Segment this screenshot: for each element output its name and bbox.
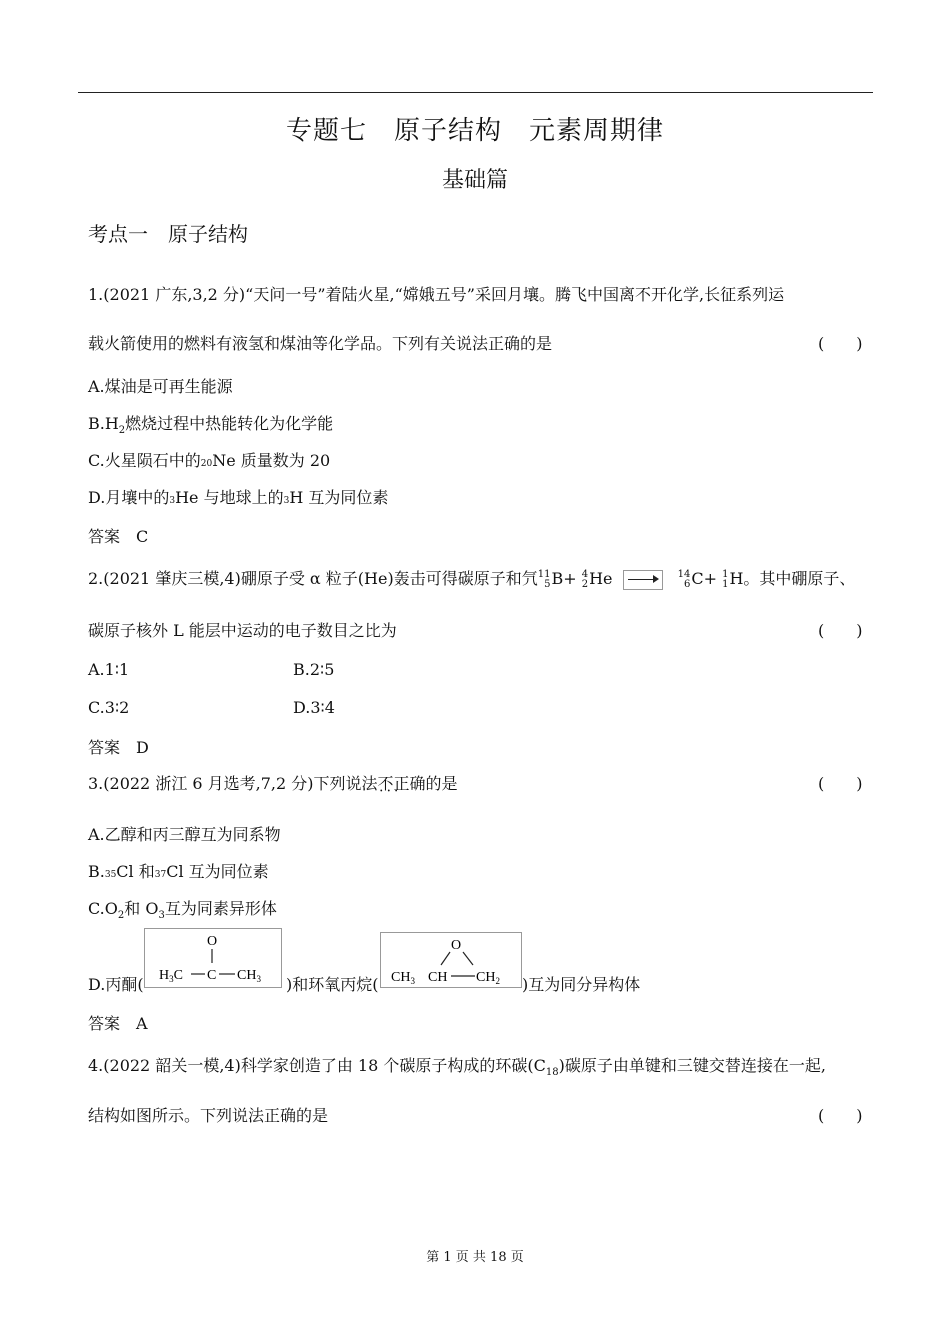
- q1-option-d-mass2: 3: [283, 496, 290, 506]
- he-isotope: 4 2: [581, 568, 589, 590]
- he-symbol: He: [589, 569, 613, 588]
- top-rule: [78, 92, 873, 93]
- q3-answer: 答案 A: [88, 1014, 148, 1033]
- page-footer: 第 1 页 共 18 页: [426, 1250, 524, 1265]
- q3-option-b-mass2: 37: [154, 870, 167, 880]
- epoxypropane-structure: [380, 932, 522, 988]
- h-isotope: 1 1: [722, 568, 729, 590]
- q4-c18-subscript: 18: [545, 1067, 559, 1079]
- q3-option-c-text: 互为同素异形体: [164, 899, 277, 918]
- page-title: 专题七 原子结构 元素周期律: [285, 116, 664, 146]
- epoxide-bond-right: [463, 952, 473, 965]
- q3-emphasis: 不正确 • • •: [378, 774, 426, 793]
- q1-option-d-prefix: D.月壤中的: [88, 488, 170, 507]
- q4-line1-prefix: 4.(2022 韶关一模,4)科学家创造了由 18 个碳原子构成的环碳(C: [88, 1056, 546, 1075]
- q3-option-a: A.乙醇和丙三醇互为同系物: [88, 825, 281, 844]
- epoxide-ch2: $CH_2$: [476, 970, 500, 986]
- q2-line2: 碳原子核外 L 能层中运动的电子数目之比为: [88, 621, 397, 640]
- q1-option-c-mass: 20: [200, 459, 213, 469]
- acetone-structure-svg: [145, 929, 281, 987]
- q3-option-c-sub1: 2: [117, 910, 125, 922]
- reaction-arrow-icon: [623, 570, 663, 590]
- q3-option-c-mid: 和 O: [124, 899, 159, 918]
- q1-option-c-text: Ne 质量数为 20: [212, 451, 331, 470]
- c-symbol: C+: [691, 569, 717, 588]
- q2-line1-prefix: 2.(2021 肇庆三模,4)硼原子受 α 粒子(: [88, 569, 365, 588]
- q1-option-b: [88, 411, 333, 436]
- q4-line2: 结构如图所示。下列说法正确的是: [88, 1106, 329, 1125]
- q3-option-d-suffix: )互为同分异构体: [522, 975, 641, 994]
- epoxide-bond-left: [441, 952, 450, 965]
- epoxypropane-structure-svg: [381, 933, 521, 987]
- q1-option-b-text: 燃烧过程中热能转化为化学能: [125, 414, 334, 433]
- q2-answer-blank: ( ): [818, 621, 863, 640]
- q1-line2: 载火箭使用的燃料有液氢和煤油等化学品。下列有关说法正确的是: [88, 334, 553, 353]
- epoxide-o: O: [451, 938, 462, 953]
- acetone-h3c: $H_3C$: [159, 968, 183, 984]
- q4-answer-blank: ( ): [818, 1106, 863, 1125]
- q4-line1: [88, 1053, 826, 1078]
- q3-option-b: [88, 859, 269, 882]
- q1-option-c: [88, 448, 330, 471]
- q4-line1-suffix: )碳原子由单键和三键交替连接在一起,: [558, 1056, 826, 1075]
- q1-option-b-subscript: 2: [118, 425, 126, 437]
- section-heading: 考点一 原子结构: [88, 222, 248, 246]
- q1-option-b-prefix: B.H: [88, 414, 119, 433]
- q3-option-d-mid: )和环氧丙烷(: [286, 975, 379, 994]
- h-symbol: H。其中硼原子、: [729, 569, 856, 588]
- acetone-structure: [144, 928, 282, 988]
- b-symbol: B+: [551, 569, 577, 588]
- q3-answer-blank: ( ): [818, 774, 863, 793]
- q3-option-b-mid: Cl 和: [116, 862, 155, 881]
- q1-option-d-text: H 互为同位素: [289, 488, 389, 507]
- q2-option-d: D.3∶4: [293, 698, 335, 717]
- c-isotope: 14 6: [677, 568, 691, 590]
- q3-line1-suffix: 的是: [425, 774, 458, 793]
- q3-option-b-mass1: 35: [104, 870, 117, 880]
- q1-option-a: A.煤油是可再生能源: [88, 377, 233, 396]
- acetone-o: O: [207, 934, 218, 949]
- q2-line1: [88, 566, 855, 590]
- q2-option-b: B.2∶5: [293, 660, 335, 679]
- acetone-ch3: $CH_3$: [237, 968, 261, 984]
- q3-option-c-prefix: C.O: [88, 899, 118, 918]
- q3-option-b-prefix: B.: [88, 862, 105, 881]
- q3-option-c-sub2: 3: [158, 910, 165, 922]
- q1-option-c-prefix: C.火星陨石中的: [88, 451, 201, 470]
- b-isotope: 11 5: [537, 568, 551, 590]
- q1-option-d-mid: He 与地球上的: [175, 488, 284, 507]
- q1-answer: 答案 C: [88, 527, 149, 546]
- q3-option-d-prefix: D.丙酮(: [88, 975, 144, 994]
- epoxide-ch: CH: [428, 970, 448, 985]
- q1-line1: 1.(2021 广东,3,2 分)“天问一号”着陆火星,“嫦娥五号”采回月壤。腾飞中国离不开化学,长征系列运: [88, 285, 785, 304]
- q1-option-d-mass1: 3: [169, 496, 176, 506]
- q3-option-c: [88, 896, 277, 921]
- q2-answer: 答案 D: [88, 738, 149, 757]
- q1-option-d: [88, 485, 388, 508]
- q3-line1: [88, 771, 458, 794]
- page-subtitle: 基础篇: [441, 168, 508, 193]
- q3-line1-prefix: 3.(2022 浙江 6 月选考,7,2 分)下列说法: [88, 774, 378, 793]
- q1-answer-blank: ( ): [818, 334, 863, 353]
- q3-option-b-text: Cl 互为同位素: [166, 862, 269, 881]
- acetone-c: C: [207, 968, 217, 983]
- q2-line1-he: He)轰击可得碳原子和氕: [364, 569, 538, 588]
- q2-option-c: C.3∶2: [88, 698, 130, 717]
- epoxide-ch3: $CH_3$: [391, 970, 415, 986]
- q2-option-a: A.1∶1: [88, 660, 130, 679]
